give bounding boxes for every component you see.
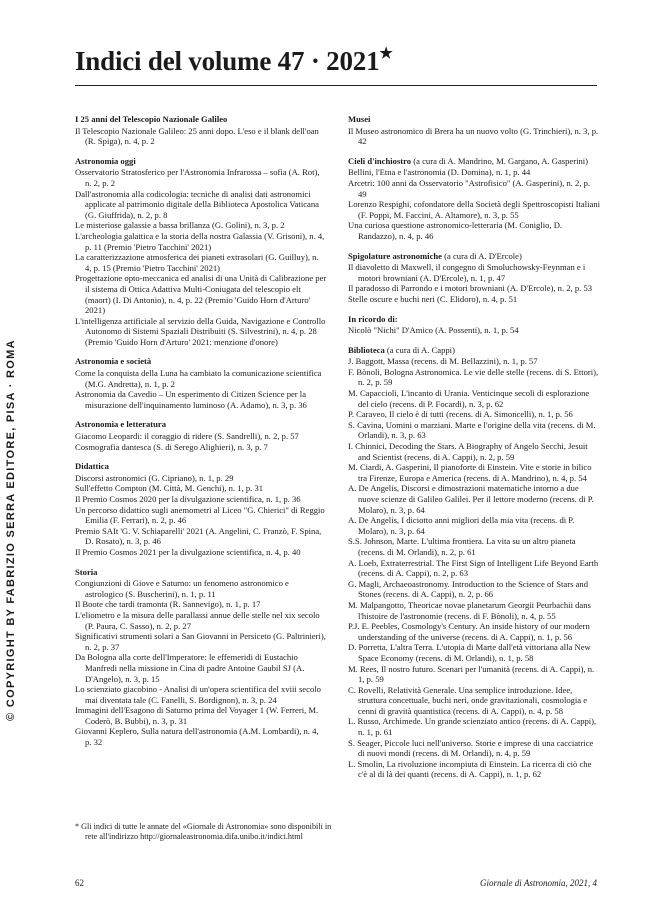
index-entry: Progettazione opto-meccanica ed analisi di una Unità di Calibrazione per il sistema di Ottica Adattiva Multi-Coniugata del telescopio elt (maort) (I. Di Antonio), n. 4, p. 22 (Premio 'Guido Horn d'Arturo' 2021) — [75, 273, 327, 316]
copyright-text: © COPYRIGHT BY FABRIZIO SERRA EDITORE, PISA · ROMA — [5, 339, 17, 721]
index-section — [348, 114, 600, 147]
index-section — [348, 251, 600, 305]
index-entry: Il Premio Cosmos 2021 per la divulgazione scientifica, n. 4, p. 40 — [75, 546, 301, 557]
index-entry: M. Rees, Il nostro futuro. Scenari per l'umanità (recens. di A. Cappi), n. 1, p. 59 — [348, 663, 595, 685]
index-entry: S.S. Johnson, Marte. L'ultima frontiera. La vita su un altro pianeta (recens. di M. Orlandi), n. 2, p. 61 — [348, 536, 576, 557]
index-section — [348, 345, 600, 780]
index-entry: S. Seager, Piccole luci nell'universo. Storie e imprese di una cacciatrice di nuovi mondi (recens. di M. Orlandi), n. 4, p. 59 — [348, 737, 594, 759]
index-entry: Il paradosso di Parrondo e i motori browniani (A. D'Ercole), n. 2, p. 53 — [348, 283, 593, 294]
index-section — [75, 461, 327, 557]
index-entry: Premio SAIt 'G. V. Schiaparelli' 2021 (A. Angelini, C. Franzò, F. Spina, D. Rosato), n. 3, p. 46 — [75, 525, 322, 547]
index-entry: L'eliometro e la misura delle parallassi annue delle stelle nel xix secolo (P. Paura, C. Sasso), n. 2, p. 27 — [75, 609, 320, 631]
index-entry: Il diavoletto di Maxwell, il congegno di Smoluchowsky-Feynman e i motori browniani (A. D'Ercole), n. 1, p. 47 — [348, 262, 586, 283]
section-title — [75, 419, 327, 430]
index-entry: Congiunzioni di Giove e Saturno: un fenomeno astronomico e astrologico (S. Buscherini), n. 1, p. 11 — [75, 578, 289, 599]
section-title-text: Spigolature astronomiche — [348, 250, 442, 261]
section-title — [75, 461, 327, 472]
title-rule — [75, 85, 597, 86]
section-title — [348, 251, 600, 262]
index-entry: L'intelligenza artificiale al servizio della Guida, Navigazione e Controllo Autonomo di Sistemi Spaziali Distribuiti (S. Silvestrini), n. 4, p. 28 (Premio 'Guido Horn d'Arturo' 2021: menzione d'onore) — [75, 315, 326, 347]
index-entry: L. Smolin, La rivoluzione incompiuta di Einstein. La ricerca di ciò che c'è al di là dei quanti (recens. di A. Cappi), n. 1, p. 62 — [348, 758, 592, 780]
section-title-text: Astronomia e società — [75, 356, 152, 367]
section-title — [75, 356, 327, 367]
section-title — [75, 114, 327, 125]
index-entry: S. Cavina, Uomini o marziani. Marte e l'origine della vita (recens. di M. Orlandi), n. 3, p. 63 — [348, 419, 596, 441]
section-title-text: I 25 anni del Telescopio Nazionale Galileo — [75, 114, 228, 124]
index-entry: M. Malpangotto, Theoricae novae planetarum Georgii Peurbachii dans l'histoire de l'astronomie (recens. di F. Bònoli), n. 4, p. 55 — [348, 599, 591, 621]
index-entry: Da Bologna alla corte dell'Imperatore: le effemeridi di Eustachio Manfredi nella missione in Cina di padre Antoine Gaubil SJ (A. D'Angelo), n. 3, p. 15 — [75, 652, 305, 684]
index-entry: Giovanni Keplero, Sulla natura dell'astronomia (A.M. Lombardi), n. 4, p. 32 — [75, 726, 319, 748]
index-entry: Un percorso didattico sugli anemometri al Liceo "G. Chierici" di Reggio Emilia (F. Ferrari), n. 2, p. 46 — [75, 504, 325, 526]
index-section — [75, 156, 327, 348]
page-number: 62 — [75, 878, 84, 888]
index-entry: A. Loeb, Extraterrestrial. The First Sign of Intelligent Life Beyond Earth (recens. di A. Cappi), n. 2, p. 63 — [348, 557, 599, 579]
index-entry: F. Bònoli, Bologna Astronomica. Le vie delle stelle (recens. di S. Ettori), n. 2, p. 59 — [348, 366, 599, 388]
index-entry: Bellini, l'Etna e l'astronomia (D. Domina), n. 1, p. 44 — [348, 167, 531, 178]
footnote: * Gli indici di tutte le annate del «Giornale di Astronomia» sono disponibili in rete all'indirizzo http://giornaleastronomia.difa.unibo.it/indici.html — [75, 822, 332, 842]
copyright-side-note — [4, 339, 18, 721]
index-entry: Dall'astronomia alla codicologia: tecniche di analisi dati astronomici applicate al patrimonio digitale della Biblioteca Apostolica Vaticana (G. Giuffrida), n. 2, p. 8 — [75, 188, 319, 220]
index-entry: P. Caraveo, Il cielo è di tutti (recens. di A. Simoncelli), n. 1, p. 56 — [348, 409, 573, 420]
index-entry: Sull'effetto Compton (M. Città, M. Genchi), n. 1, p. 31 — [75, 483, 264, 494]
index-entry: Cosmografia dantesca (S. di Serego Alighieri), n. 3, p. 7 — [75, 441, 268, 452]
index-entry: Immagini dell'Esagono di Saturno prima del Voyager 1 (W. Ferreri, M. Coderò, B. Bubbi), n. 3, p. 31 — [75, 705, 319, 726]
index-entry: D. Porretta, L'altra Terra. L'utopia di Marte dall'età vittoriana alla New Space Economy (recens. di M. Orlandi), n. 1, p. 58 — [348, 642, 591, 663]
section-title-text: Astronomia e letteratura — [75, 419, 167, 430]
index-entry: Lo scienziato giacobino - Analisi di un'opera scientifica del xviii secolo mai diventata tale (C. Fanelli, S. Bordignon), n. 3, p. 24 — [75, 684, 321, 705]
index-entry: Lorenzo Respighi, cofondatore della Società degli Spettroscopisti Italiani (F. Poppi, M. Faccini, A. Altamore), n. 3, p. 55 — [348, 199, 601, 220]
index-entry: P.J. E. Peebles, Cosmology's Century. An inside history of our modern understanding of the universe (recens. di A. Cappi), n. 1, p. 56 — [348, 621, 590, 642]
index-entry: C. Rovelli, Relatività Generale. Una semplice introduzione. Idee, struttura concettuale, buchi neri, onde gravitazionali, cosmologia e cenni di gravità quantistica (recens. di A. Cappi), n. 4, p. 58 — [348, 684, 588, 716]
index-entry: Il Boote che tardi tramonta (R. Sannevigo), n. 1, p. 17 — [75, 599, 261, 610]
section-title-text: Cieli d'inchiostro — [348, 155, 412, 166]
index-entry: M. Capaccioli, L'incanto di Urania. Venticinque secoli di esplorazione del cielo (recens. di P. Focardi), n. 3, p. 62 — [348, 388, 590, 409]
index-entry: Astronomia da Cavedio – Un esperimento di Citizen Science per la misurazione dell'inquinamento luminoso (A. Adamo), n. 3, p. 36 — [75, 389, 307, 410]
page-title — [75, 44, 595, 77]
section-title — [75, 567, 327, 578]
index-entry: L'archeologia galattica e la storia della nostra Galassia (V. Grisoni), n. 4, p. 11 (Premio 'Pietro Tacchini' 2021) — [75, 230, 325, 252]
title-star-mark: ★ — [379, 46, 393, 62]
index-entry: La caratterizzazione atmosferica dei pianeti extrasolari (G. Guilluy), n. 4, p. 15 (Premio 'Pietro Tacchini' 2021) — [75, 252, 319, 273]
section-title-text: Storia — [75, 566, 98, 577]
right-column — [348, 114, 600, 789]
index-entry: I. Chinnici, Decoding the Stars. A Biography of Angelo Secchi, Jesuit and Scientist (recens. di A. Cappi), n. 2, p. 59 — [348, 441, 588, 462]
index-section — [348, 156, 600, 242]
section-editors: (a cura di A. Mandrino, M. Gargano, A. Gasperini) — [413, 155, 589, 166]
index-entry: A. De Angelis, I diciotto anni migliori della mia vita (recens. di P. Molaro), n. 3, p. 64 — [348, 515, 575, 536]
index-entry: L. Russo, Archimede. Un grande scienziato antico (recens. di A. Cappi), n. 1, p. 61 — [348, 716, 597, 738]
section-title-text: Biblioteca — [348, 344, 385, 355]
section-title — [348, 156, 600, 167]
index-section — [75, 356, 327, 410]
index-entry: Osservatorio Stratosferico per l'Astronomia Infrarossa – sofia (A. Rot), n. 2, p. 2 — [75, 167, 320, 188]
index-entry: Il Premio Cosmos 2020 per la divulgazione scientifica, n. 1, p. 36 — [75, 494, 301, 504]
index-entry: A. De Angelis, Discorsi e dimostrazioni matematiche intorno a due nuove scienze di Galileo Galilei. Per il lettore moderno (recens. di P. Molaro), n. 3, p. 64 — [348, 483, 594, 515]
index-entry: Arcetri: 100 anni da Osservatorio "Astrofisico" (A. Gasperini), n. 2, p. 49 — [348, 177, 591, 199]
index-entry: Stelle oscure e buchi neri (C. Elidoro), n. 4, p. 51 — [348, 293, 518, 304]
section-title — [348, 114, 600, 125]
section-title — [348, 345, 600, 356]
section-title-text: Didattica — [75, 461, 109, 472]
section-title — [75, 156, 327, 167]
index-section — [348, 314, 600, 336]
section-title-text: In ricordo di: — [348, 313, 398, 324]
index-entry: Discorsi astronomici (G. Cipriano), n. 1, p. 29 — [75, 472, 234, 483]
index-entry: J. Baggott, Massa (recens. di M. Bellazzini), n. 1, p. 57 — [348, 356, 538, 367]
section-editors: (a cura di A. Cappi) — [386, 344, 455, 355]
section-title-text: Astronomia oggi — [75, 155, 136, 166]
index-entry: Una curiosa questione astronomico-letteraria (M. Coniglio, D. Randazzo), n. 4, p. 46 — [348, 220, 563, 241]
index-section — [75, 114, 327, 147]
section-title — [348, 314, 600, 325]
section-editors: (a cura di A. D'Ercole) — [444, 250, 522, 261]
index-entry: M. Ciardi, A. Gasperini, Il pianoforte di Einstein. Vite e storie in bilico tra Firenze, Europa e America (recens. di A. Mandrino), n. 4, p. 54 — [348, 462, 592, 483]
index-entry: Il Telescopio Nazionale Galileo: 25 anni dopo. L'eso e il blank dell'oan (R. Spiga), n. 4, p. 2 — [75, 125, 319, 147]
section-title-text: Musei — [348, 114, 371, 124]
index-section — [75, 567, 327, 748]
index-entry: G. Magli, Archaeoastronomy. Introduction to the Science of Stars and Stones (recens. di A. Cappi), n. 2, p. 66 — [348, 578, 589, 600]
index-entry: Significativi strumenti solari a San Giovanni in Persiceto (G. Paltrinieri), n. 2, p. 37 — [75, 631, 326, 652]
journal-reference: Giornale di Astronomia, 2021, 4 — [479, 878, 597, 888]
index-entry: Le misteriose galassie a bassa brillanza (G. Golini), n. 3, p. 2 — [75, 220, 285, 231]
index-entry: Giacomo Leopardi: il coraggio di ridere (S. Sandrelli), n. 2, p. 57 — [75, 431, 299, 442]
page-title-text: Indici del volume 47 · 2021 — [75, 46, 380, 76]
page-footer — [75, 878, 597, 888]
index-entry: Come la conquista della Luna ha cambiato la comunicazione scientifica (M.G. Andretta), n. 1, p. 2 — [75, 368, 322, 389]
index-section — [75, 419, 327, 452]
index-entry: Nicolò "Nichi" D'Amico (A. Possenti), n. 1, p. 54 — [348, 325, 519, 336]
index-entry: Il Museo astronomico di Brera ha un nuovo volto (G. Trinchieri), n. 3, p. 42 — [348, 125, 599, 147]
left-column — [75, 114, 327, 757]
